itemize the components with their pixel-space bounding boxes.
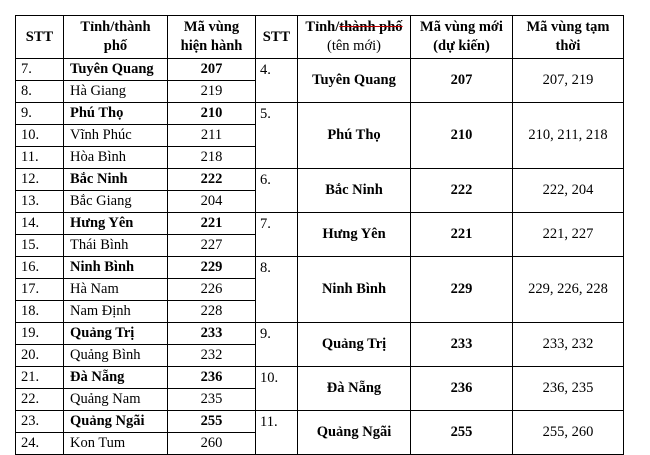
merged-stt: 8. <box>256 257 298 323</box>
row-province: Hà Giang <box>64 81 168 103</box>
row-stt: 16. <box>16 257 64 279</box>
merged-stt: 11. <box>256 411 298 455</box>
merged-code-temp: 255, 260 <box>513 411 624 455</box>
merged-province: Hưng Yên <box>298 213 411 257</box>
row-stt: 18. <box>16 301 64 323</box>
header-province-new-suffix: (tên mới) <box>327 38 381 54</box>
row-province: Hưng Yên <box>64 213 168 235</box>
merged-province: Đà Nẵng <box>298 367 411 411</box>
merged-province: Tuyên Quang <box>298 59 411 103</box>
table-row <box>16 103 624 125</box>
header-stt-new: STT <box>256 16 298 59</box>
row-stt: 13. <box>16 191 64 213</box>
row-stt: 10. <box>16 125 64 147</box>
merged-code-new: 236 <box>411 367 513 411</box>
merged-code-temp: 221, 227 <box>513 213 624 257</box>
row-province: Thái Bình <box>64 235 168 257</box>
merged-code-new: 222 <box>411 169 513 213</box>
row-code: 210 <box>168 103 256 125</box>
header-code-temp: Mã vùng tạm thời <box>513 16 624 59</box>
row-code: 218 <box>168 147 256 169</box>
row-code: 229 <box>168 257 256 279</box>
merged-code-new: 229 <box>411 257 513 323</box>
merged-code-new: 233 <box>411 323 513 367</box>
header-province: Tỉnh/thành phố <box>64 16 168 59</box>
row-code: 236 <box>168 367 256 389</box>
row-stt: 8. <box>16 81 64 103</box>
row-province: Quảng Nam <box>64 389 168 411</box>
header-stt: STT <box>16 16 64 59</box>
header-code-new: Mã vùng mới (dự kiến) <box>411 16 513 59</box>
row-code: 255 <box>168 411 256 433</box>
row-province: Tuyên Quang <box>64 59 168 81</box>
row-stt: 22. <box>16 389 64 411</box>
merged-code-new: 207 <box>411 59 513 103</box>
merged-province: Ninh Bình <box>298 257 411 323</box>
merged-code-temp: 210, 211, 218 <box>513 103 624 169</box>
row-code: 260 <box>168 433 256 455</box>
row-code: 211 <box>168 125 256 147</box>
row-stt: 14. <box>16 213 64 235</box>
row-province: Ninh Bình <box>64 257 168 279</box>
merged-code-new: 221 <box>411 213 513 257</box>
header-code-current: Mã vùng hiện hành <box>168 16 256 59</box>
row-code: 235 <box>168 389 256 411</box>
row-stt: 24. <box>16 433 64 455</box>
merged-stt: 9. <box>256 323 298 367</box>
row-province: Bắc Ninh <box>64 169 168 191</box>
row-code: 207 <box>168 59 256 81</box>
row-code: 219 <box>168 81 256 103</box>
merged-province: Quảng Ngãi <box>298 411 411 455</box>
row-province: Kon Tum <box>64 433 168 455</box>
header-province-new <box>298 16 411 59</box>
row-stt: 9. <box>16 103 64 125</box>
header-province-new-struck: thành phố <box>339 19 403 35</box>
row-province: Quảng Ngãi <box>64 411 168 433</box>
row-code: 204 <box>168 191 256 213</box>
row-stt: 19. <box>16 323 64 345</box>
merged-code-temp: 229, 226, 228 <box>513 257 624 323</box>
merged-stt: 5. <box>256 103 298 169</box>
merged-code-temp: 207, 219 <box>513 59 624 103</box>
merged-province: Bắc Ninh <box>298 169 411 213</box>
row-stt: 11. <box>16 147 64 169</box>
row-province: Hòa Bình <box>64 147 168 169</box>
row-code: 233 <box>168 323 256 345</box>
row-stt: 15. <box>16 235 64 257</box>
merged-stt: 10. <box>256 367 298 411</box>
table-row <box>16 411 624 433</box>
row-code: 232 <box>168 345 256 367</box>
table-row <box>16 323 624 345</box>
row-province: Vĩnh Phúc <box>64 125 168 147</box>
row-province: Bắc Giang <box>64 191 168 213</box>
row-code: 226 <box>168 279 256 301</box>
table-row <box>16 367 624 389</box>
merged-stt: 4. <box>256 59 298 103</box>
table-row <box>16 213 624 235</box>
merged-code-temp: 222, 204 <box>513 169 624 213</box>
row-stt: 7. <box>16 59 64 81</box>
row-province: Phú Thọ <box>64 103 168 125</box>
table-row <box>16 59 624 81</box>
row-province: Đà Nẵng <box>64 367 168 389</box>
merged-code-temp: 236, 235 <box>513 367 624 411</box>
row-stt: 12. <box>16 169 64 191</box>
row-code: 221 <box>168 213 256 235</box>
merged-province: Quảng Trị <box>298 323 411 367</box>
province-code-table <box>15 15 624 455</box>
row-province: Nam Định <box>64 301 168 323</box>
table-row <box>16 257 624 279</box>
header-province-new-prefix: Tỉnh/ <box>305 19 340 35</box>
merged-stt: 7. <box>256 213 298 257</box>
row-code: 227 <box>168 235 256 257</box>
merged-stt: 6. <box>256 169 298 213</box>
row-stt: 20. <box>16 345 64 367</box>
merged-province: Phú Thọ <box>298 103 411 169</box>
row-stt: 21. <box>16 367 64 389</box>
merged-code-new: 255 <box>411 411 513 455</box>
header-row <box>16 16 624 59</box>
row-stt: 23. <box>16 411 64 433</box>
row-code: 228 <box>168 301 256 323</box>
row-code: 222 <box>168 169 256 191</box>
row-province: Quảng Trị <box>64 323 168 345</box>
merged-code-temp: 233, 232 <box>513 323 624 367</box>
row-province: Hà Nam <box>64 279 168 301</box>
merged-code-new: 210 <box>411 103 513 169</box>
table-row <box>16 169 624 191</box>
row-province: Quảng Bình <box>64 345 168 367</box>
row-stt: 17. <box>16 279 64 301</box>
